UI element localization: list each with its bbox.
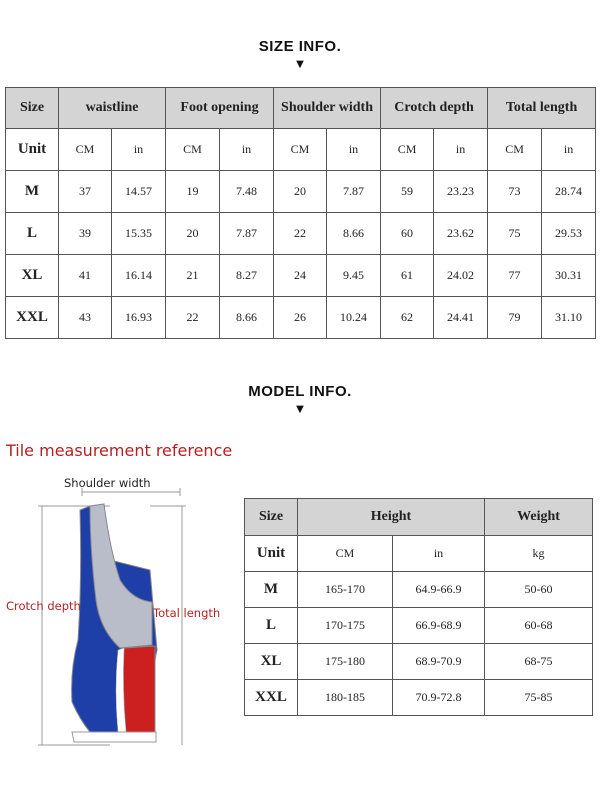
table-cell: 165-170 (298, 572, 393, 608)
table-cell: 28.74 (542, 171, 596, 213)
table-cell: 24 (274, 255, 327, 297)
unit-cell: in (220, 129, 274, 171)
size-info-arrow-icon: ▼ (296, 59, 304, 70)
table-cell: 23.23 (434, 171, 488, 213)
table-cell: 170-175 (298, 608, 393, 644)
header-crotch-depth: Crotch depth (381, 88, 488, 129)
table-cell: 16.14 (112, 255, 166, 297)
size-label: L (6, 213, 59, 255)
table-cell: 43 (59, 297, 112, 339)
size-label: XXL (245, 680, 298, 716)
table-cell: 20 (166, 213, 220, 255)
label-shoulder-width: Shoulder width (64, 476, 151, 490)
table-cell: 24.41 (434, 297, 488, 339)
unit-cell: CM (274, 129, 327, 171)
table-row (245, 680, 593, 716)
table-cell: 20 (274, 171, 327, 213)
unit-label: Unit (245, 536, 298, 572)
table-cell: 7.48 (220, 171, 274, 213)
unit-row (6, 129, 596, 171)
header-shoulder-width: Shoulder width (274, 88, 381, 129)
header-total-length: Total length (488, 88, 596, 129)
unit-label: Unit (6, 129, 59, 171)
unit-cell: in (327, 129, 381, 171)
table-cell: 7.87 (220, 213, 274, 255)
size-label: XL (6, 255, 59, 297)
table-cell: 22 (166, 297, 220, 339)
size-info-heading: SIZE INFO. (258, 38, 342, 55)
table-cell: 180-185 (298, 680, 393, 716)
table-cell: 64.9-66.9 (393, 572, 485, 608)
unit-row (245, 536, 593, 572)
table-cell: 175-180 (298, 644, 393, 680)
table-cell: 68-75 (485, 644, 593, 680)
size-chart-table (5, 87, 596, 339)
measurement-reference-title: Tile measurement reference (6, 441, 233, 460)
table-row (245, 644, 593, 680)
unit-cell: kg (485, 536, 593, 572)
header-size: Size (6, 88, 59, 129)
unit-cell: CM (298, 536, 393, 572)
header-size: Size (245, 499, 298, 536)
unit-cell: CM (166, 129, 220, 171)
table-cell: 15.35 (112, 213, 166, 255)
table-row (6, 213, 596, 255)
unit-cell: CM (59, 129, 112, 171)
table-cell: 8.27 (220, 255, 274, 297)
table-row (245, 608, 593, 644)
model-info-arrow-icon: ▼ (296, 404, 304, 415)
table-cell: 29.53 (542, 213, 596, 255)
table-cell: 77 (488, 255, 542, 297)
table-cell: 24.02 (434, 255, 488, 297)
header-weight: Weight (485, 499, 593, 536)
size-label: M (6, 171, 59, 213)
table-header-row (6, 88, 596, 129)
table-cell: 16.93 (112, 297, 166, 339)
table-cell: 41 (59, 255, 112, 297)
table-cell: 70.9-72.8 (393, 680, 485, 716)
bib-red-panel (123, 646, 155, 732)
header-foot-opening: Foot opening (166, 88, 274, 129)
table-cell: 75-85 (485, 680, 593, 716)
table-cell: 66.9-68.9 (393, 608, 485, 644)
label-total-length: Total length (153, 606, 221, 620)
table-cell: 9.45 (327, 255, 381, 297)
unit-cell: in (112, 129, 166, 171)
table-cell: 59 (381, 171, 434, 213)
table-cell: 60-68 (485, 608, 593, 644)
table-header-row (245, 499, 593, 536)
table-cell: 14.57 (112, 171, 166, 213)
size-label: L (245, 608, 298, 644)
bib-leg-band (72, 732, 156, 742)
table-cell: 73 (488, 171, 542, 213)
table-row (6, 171, 596, 213)
table-row (6, 255, 596, 297)
table-cell: 22 (274, 213, 327, 255)
size-label: XXL (6, 297, 59, 339)
model-info-heading: MODEL INFO. (248, 383, 352, 400)
table-cell: 21 (166, 255, 220, 297)
table-cell: 31.10 (542, 297, 596, 339)
table-cell: 37 (59, 171, 112, 213)
unit-cell: in (434, 129, 488, 171)
header-height: Height (298, 499, 485, 536)
table-cell: 7.87 (327, 171, 381, 213)
table-cell: 8.66 (220, 297, 274, 339)
table-cell: 23.62 (434, 213, 488, 255)
size-label: M (245, 572, 298, 608)
table-cell: 30.31 (542, 255, 596, 297)
table-cell: 10.24 (327, 297, 381, 339)
table-cell: 50-60 (485, 572, 593, 608)
unit-cell: CM (381, 129, 434, 171)
table-cell: 79 (488, 297, 542, 339)
table-cell: 19 (166, 171, 220, 213)
table-cell: 39 (59, 213, 112, 255)
table-row (245, 572, 593, 608)
size-label: XL (245, 644, 298, 680)
table-cell: 60 (381, 213, 434, 255)
table-cell: 8.66 (327, 213, 381, 255)
table-cell: 75 (488, 213, 542, 255)
unit-cell: in (542, 129, 596, 171)
label-crotch-depth: Crotch depth (6, 599, 81, 613)
unit-cell: CM (488, 129, 542, 171)
header-waistline: waistline (59, 88, 166, 129)
table-row (6, 297, 596, 339)
table-cell: 61 (381, 255, 434, 297)
model-info-table (244, 498, 593, 716)
table-cell: 26 (274, 297, 327, 339)
unit-cell: in (393, 536, 485, 572)
table-cell: 62 (381, 297, 434, 339)
table-cell: 68.9-70.9 (393, 644, 485, 680)
